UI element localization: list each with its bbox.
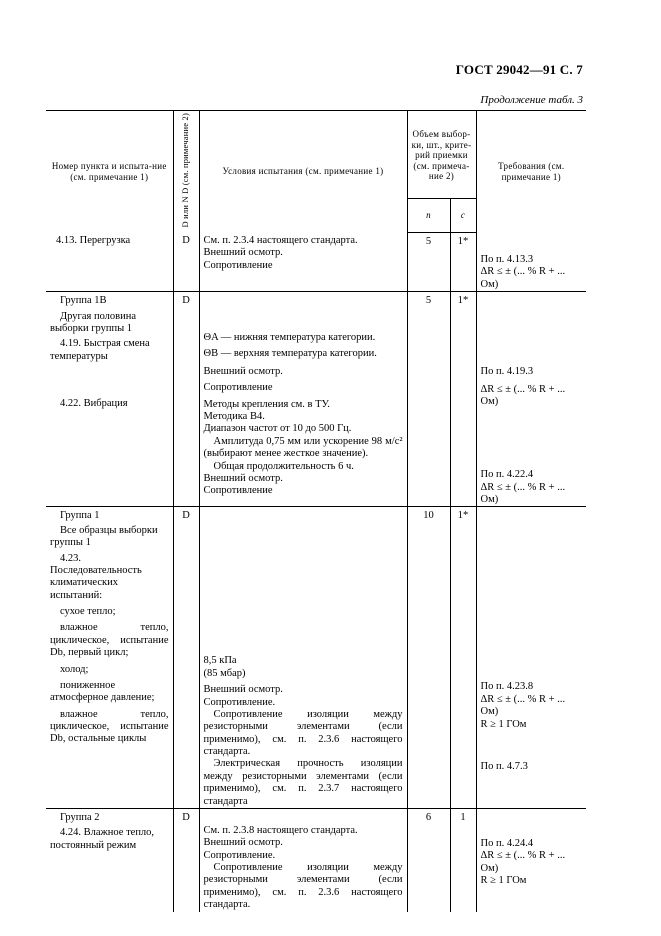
condition-line: Сопротивление [203, 485, 273, 497]
header-conditions: Условия испытания (см. примечание 1) [199, 111, 407, 233]
header-requirements: Требования (см. примечание 1) [476, 111, 586, 233]
group-2 [46, 808, 586, 912]
requirement-line: ΔR ≤ ± (... % R + ... Ом) [480, 266, 566, 290]
header-sample: Объем выбор-ки, шт., крите-рий приемки (см. примеча-ние 2) [407, 111, 476, 199]
dnd-value: D [182, 235, 190, 247]
condition-line: Методика В4. [203, 411, 265, 423]
item-4-22: 4.22. Вибрация [60, 398, 128, 410]
requirement-line: ΔR ≤ ± (... % R + ... Ом) [480, 383, 566, 407]
requirement-line: По п. 4.22.4 [480, 469, 534, 481]
condition-line: Сопротивление. [203, 696, 276, 708]
header-item: Номер пункта и испыта-ние (см. примечание 1) [46, 111, 173, 233]
condition-line: Сопротивление. [203, 849, 276, 861]
condition-line: (85 мбар) [203, 667, 246, 679]
page-header: ГОСТ 29042—91 С. 7 [455, 62, 583, 77]
group-1 [46, 507, 586, 809]
condition-line: Методы крепления см. в ТУ. [203, 398, 330, 410]
condition-line: Сопротивление [203, 382, 273, 394]
item-damp-heat-first: влажное тепло, циклическое, испытание Db, первый цикл; [50, 622, 169, 659]
requirement-line: ΔR ≤ ± (... % R + ... Ом) [480, 850, 566, 874]
condition-line: 8,5 кПа [203, 655, 237, 667]
condition-line: Общая продолжительность 6 ч. [213, 460, 354, 472]
condition-theta-b: ΘB — верхняя температура категории. [203, 347, 377, 359]
item-dry-heat: сухое тепло; [60, 606, 116, 618]
condition-line: Электрическая прочность изоляции между резисторными элементами (если применимо), см. п. 2.3.7 настоящего стандарта [203, 758, 403, 807]
item-low-pressure: пониженное атмосферное давление; [50, 679, 155, 704]
dnd-value: D [182, 510, 190, 522]
item-cold: холод; [60, 663, 89, 675]
table-continuation-label: Продолжение табл. 3 [480, 94, 583, 106]
condition-theta-a: ΘA — нижняя температура категории. [203, 332, 376, 344]
requirement-line: R ≥ 1 ГОм [480, 718, 527, 730]
requirement-line: По п. 4.19.3 [480, 366, 534, 378]
sample-c: 1* [457, 295, 469, 307]
sample-n: 5 [425, 295, 432, 307]
header-dnd: D или N D (см. примечание 2) [173, 111, 199, 233]
sample-c: 1 [460, 811, 466, 823]
condition-line: См. п. 2.3.8 настоящего стандарта. [203, 824, 358, 836]
item-4-24: 4.24. Влажное тепло, постоянный режим [50, 827, 155, 851]
group-1b [46, 292, 586, 507]
sample-c: 1* [457, 235, 469, 247]
item-4-13: 4.13. Перегрузка [56, 235, 131, 247]
header-c: c [450, 198, 476, 232]
condition-line: Внешний осмотр. [203, 684, 283, 696]
group-title: Группа 1В [60, 295, 107, 307]
condition-line: Сопротивление изоляции между резисторными элементами (если применимо), см. п. 2.3.6 настоящего стандарта. [203, 862, 403, 911]
condition-line: См. п. 2.3.4 настоящего стандарта. [203, 235, 358, 247]
requirement-line: По п. 4.13.3 [480, 254, 534, 266]
group-title: Группа 2 [60, 811, 100, 823]
condition-line: Внешний осмотр. [203, 247, 283, 259]
sample-n: 10 [423, 510, 434, 522]
requirement-line: По п. 4.24.4 [480, 837, 534, 849]
condition-line: Внешний осмотр. [203, 365, 283, 377]
requirement-line: По п. 4.7.3 [480, 760, 528, 772]
item-damp-heat-rest: влажное тепло, циклическое, испытание Db, остальные циклы [50, 708, 169, 745]
sample-n: 6 [425, 811, 432, 823]
dnd-value: D [182, 811, 190, 823]
condition-line: Внешний осмотр. [203, 472, 283, 484]
row-4-13 [46, 232, 586, 292]
condition-line: Сопротивление изоляции между резисторными элементами (если применимо), см. п. 2.3.6 настоящего стандарта. [203, 708, 403, 758]
condition-line: Диапазон частот от 10 до 500 Гц. [203, 423, 352, 435]
group-subtitle: Другая половина выборки группы 1 [50, 310, 137, 334]
requirement-line: ΔR ≤ ± (... % R + ... Ом) [480, 481, 566, 506]
test-table [46, 110, 586, 912]
group-subtitle: Все образцы выборки группы 1 [50, 524, 158, 549]
header-n: n [407, 198, 450, 232]
requirement-line: По п. 4.23.8 [480, 681, 534, 693]
condition-line: Амплитуда 0,75 мм или ускорение 98 м/с² (выбирают менее жесткое значение). [203, 435, 403, 460]
sample-n: 5 [425, 235, 432, 247]
group-title: Группа 1 [60, 510, 100, 522]
condition-line: Сопротивление [203, 259, 273, 271]
requirement-line: ΔR ≤ ± (... % R + ... Ом) [480, 693, 566, 718]
dnd-value: D [182, 295, 190, 307]
condition-line: Внешний осмотр. [203, 837, 283, 849]
item-4-23: 4.23. Последовательность климатических испытаний: [50, 552, 142, 601]
requirement-line: R ≥ 1 ГОм [480, 875, 527, 887]
item-4-19: 4.19. Быстрая смена температуры [50, 338, 150, 362]
sample-c: 1* [457, 510, 469, 522]
